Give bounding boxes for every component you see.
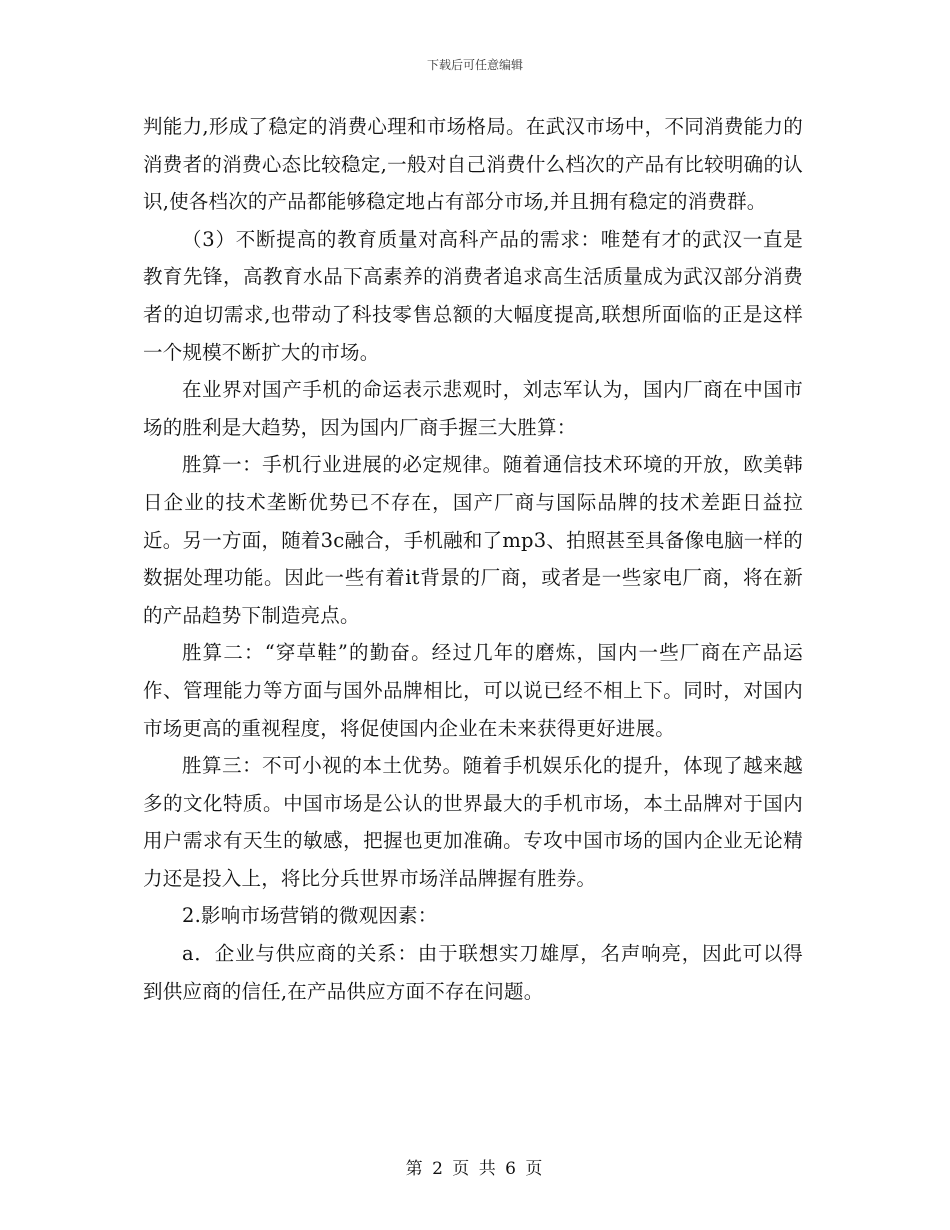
paragraph-education-quality: （3）不断提高的教育质量对高科产品的需求：唯楚有才的武汉一直是教育先锋，高教育水品下高素养的消费者追求高生活质量成为武汉部分消费者的迫切需求,也带动了科技零售总额的大幅度提高,联想所面临的正是这样一个规模不断扩大的市场。 — [143, 227, 803, 364]
paragraph-micro-factors-heading: 2.影响市场营销的微观因素： — [182, 904, 438, 928]
paragraph-advantage-three: 胜算三：不可小视的本土优势。随着手机娱乐化的提升，体现了越来越多的文化特质。中国市场是公认的世界最大的手机市场，本土品牌对于国内用户需求有天生的敏感，把握也更加准确。专攻中国市场的国内企业无论精力还是投入上，将比分兵世界市场洋品牌握有胜券。 — [143, 754, 803, 890]
paragraph-consumer-psychology: 判能力,形成了稳定的消费心理和市场格局。在武汉市场中，不同消费能力的消费者的消费心态比较稳定,一般对自己消费什么档次的产品有比较明确的认识,使各档次的产品都能够稳定地占有部分市场,并且拥有稳定的消费群。 — [143, 115, 803, 214]
page-number: 第 2 页 共 6 页 — [405, 1159, 545, 1179]
paragraph-advantage-two: 胜算二：“穿草鞋”的勤奋。经过几年的磨炼，国内一些厂商在产品运作、管理能力等方面与国外品牌相比，可以说已经不相上下。同时，对国内市场更高的重视程度，将促使国内企业在未来获得更好进展。 — [143, 641, 803, 740]
paragraph-advantage-one: 胜算一：手机行业进展的必定规律。随着通信技术环境的开放，欧美韩日企业的技术垄断优势已不存在，国产厂商与国际品牌的技术差距日益拉近。另一方面，随着3c融合，手机融和了mp3、拍照甚至具备像电脑一样的数据处理功能。因此一些有着it背景的厂商，或者是一些家电厂商，将在新的产品趋势下制造亮点。 — [143, 453, 803, 627]
paragraph-supplier-relation: a．企业与供应商的关系：由于联想实刀雄厚，名声响亮，因此可以得到供应商的信任,在产品供应方面不存在问题。 — [143, 942, 803, 1003]
document-body — [143, 108, 803, 1010]
paragraph-domestic-vendors: 在业界对国产手机的命运表示悲观时，刘志军认为，国内厂商在中国市场的胜利是大趋势，因为国内厂商手握三大胜算： — [143, 378, 803, 439]
header-note: 下载后可任意编辑 — [426, 58, 523, 72]
